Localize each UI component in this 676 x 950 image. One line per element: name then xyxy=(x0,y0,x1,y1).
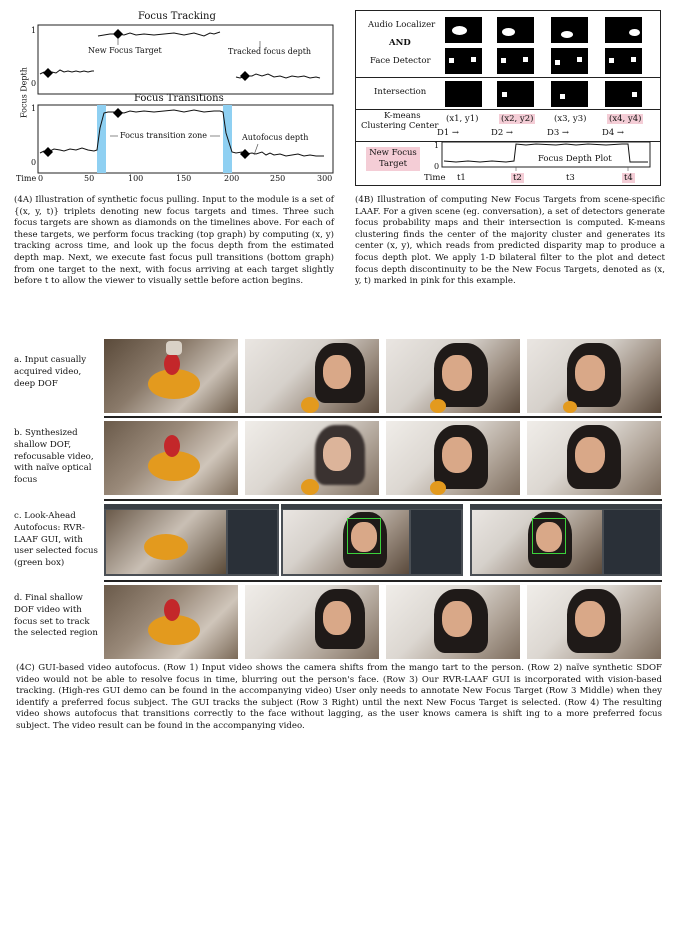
fig4b-label-audio: Audio Localizer xyxy=(368,20,436,30)
fig4b-label-kmeans: K-means xyxy=(384,111,421,121)
fig4a-bot-y-lo: 0 xyxy=(31,158,37,167)
fig4a-xtick-4: 200 xyxy=(224,174,240,183)
fig4c-caption: (4C) GUI-based video autofocus. (Row 1) Input video shows the camera shifts from the mango tart to the person. (Row 2) naïve synthetic SDOF video would not be able to resolve focus in time, blurring out the person's face. (Row 3) Our RVR-LAAF GUI is incorporated with vision-based tracking. (High-res GUI demo can be found in the accompanying video) User only needs to annotate New Focus Target (Row 3 Middle) when they identify a preferred focus subject. The GUI tracks the subject (Row 3 Right) until the next New Focus Target is selected. (Row 4) The resulting video shows autofocus that transitions correctly to the face without lagging, as the user knows camera is shift ing to a more preferred focus subject. The video result can be found in the accompanying video. xyxy=(16,663,662,731)
fig4b-depth-plot xyxy=(356,11,662,187)
fig4c-row-c-gui-1 xyxy=(104,504,279,576)
fig4b-label-intersection: Intersection xyxy=(374,87,427,97)
figure-4a xyxy=(14,8,336,186)
fig4a-xtick-0: 0 xyxy=(38,174,44,183)
fig4b-label-face: Face Detector xyxy=(370,56,431,66)
fig4b-depth-marker-3: D3 → xyxy=(547,128,570,138)
fig4a-diamond-b1 xyxy=(113,108,123,118)
fig4c-row-d-frame-4 xyxy=(527,585,661,659)
fig4a-caption: (4A) Illustration of synthetic focus pulling. Input to the module is a set of {(x, y, t)} triplets denoting new focus targets and times. Three such focus targets are shown as diamonds on the timelines above. For each of these targets, we perform focus tracking (top graph) by computing (x, y) tracking across time, and look up the focus depth from the estimated depth map. Next, we execute fast focus pull transitions (bottom graph) from one target to the next, with focus arriving at each target slightly before t to allow the viewer to visually settle before action begins. xyxy=(14,195,334,287)
fig4b-time-4: t4 xyxy=(624,173,633,183)
fig4c-row-d-frame-1 xyxy=(104,585,238,659)
fig4a-diamond-1 xyxy=(113,29,123,39)
fig4b-center-4: (x4, y4) xyxy=(609,114,642,124)
fig4b-depth-marker-2: D2 → xyxy=(491,128,514,138)
fig4c-row-a-frame-4 xyxy=(527,339,661,413)
fig4a-bottom-title: Focus Transitions xyxy=(134,93,224,104)
fig4a-xtick-5: 250 xyxy=(270,174,286,183)
fig4b-plot-y-lo: 0 xyxy=(434,162,440,171)
fig4a-annotation-transition: Focus transition zone xyxy=(120,131,208,140)
fig4a-annotation-tracked: Tracked focus depth xyxy=(228,47,312,56)
fig4a-diamond-2 xyxy=(240,71,250,81)
fig4a-xtick-6: 300 xyxy=(317,174,333,183)
fig4a-xtick-1: 50 xyxy=(84,174,95,183)
fig4c-row-b-label: b. Synthesized shallow DOF, refocusable video, with naïve optical focus xyxy=(14,428,94,486)
fig4b-plot-label: Focus Depth Plot xyxy=(538,154,612,164)
fig4c-row-d-frame-3 xyxy=(386,585,520,659)
fig4c-row-a-frame-3 xyxy=(386,339,520,413)
fig4b-new-focus-target: New Focus Target xyxy=(366,147,420,171)
fig4c-row-c-label: c. Look-Ahead Autofocus: RVR-LAAF GUI, with user selected focus (green box) xyxy=(14,511,98,569)
fig4c-row-d-label: d. Final shallow DOF video with focus set to track the selected region xyxy=(14,593,98,639)
fig4a-annotation-new-focus: New Focus Target xyxy=(88,46,162,55)
fig4c-row-d-frame-2 xyxy=(245,585,379,659)
fig4a-diamond-b2 xyxy=(240,149,250,159)
fig4c-row-b-frame-2 xyxy=(245,421,379,495)
fig4a-diamond-b0 xyxy=(43,147,53,157)
fig4b-depth-marker-4: D4 → xyxy=(602,128,625,138)
fig4a-top-y-lo: 0 xyxy=(31,79,37,88)
fig4c-row-a-frame-2 xyxy=(245,339,379,413)
fig4c-row-b-frame-4 xyxy=(527,421,661,495)
fig4b-time-1: t1 xyxy=(457,173,466,183)
fig4b-center-2: (x2, y2) xyxy=(501,114,534,124)
fig4c-row-c-gui-2 xyxy=(281,504,463,576)
fig4a-diamond-0 xyxy=(43,68,53,78)
fig4a-top-title: Focus Tracking xyxy=(138,11,216,22)
fig4b-time-2: t2 xyxy=(513,173,522,183)
fig4b-depth-marker-1: D1 → xyxy=(437,128,460,138)
fig4b-time-3: t3 xyxy=(566,173,575,183)
fig4a-top-frame xyxy=(38,25,333,94)
fig4b-plot-y-hi: 1 xyxy=(434,141,440,150)
fig4a-xtick-3: 150 xyxy=(176,174,192,183)
fig4c-row-b-frame-3 xyxy=(386,421,520,495)
fig4c-green-box xyxy=(347,518,381,554)
fig4c-row-c-gui-3 xyxy=(470,504,662,576)
fig4b-label-clustering: Clustering Center xyxy=(361,121,439,131)
fig4a-x-axis-label: Time xyxy=(16,174,37,183)
fig4c-row-a-label: a. Input casually acquired video, deep DOF xyxy=(14,355,87,389)
fig4b-caption: (4B) Illustration of computing New Focus Targets from scene-specific LAAF. For a given scene (eg. conversation), a set of detectors generate focus probability maps and their intersection is computed. K-means clustering finds the center of the majority cluster and generates its center (x, y), which reads from predicted disparity map to produce a focus depth plot. We apply 1-D bilateral filter to the plot and detect focus depth discontinuity to be the New Focus Targets, denoted as (x, y, t) marked in pink for this example. xyxy=(355,195,665,287)
fig4c-row-a-frame-1 xyxy=(104,339,238,413)
fig4a-ylabel: Focus Depth xyxy=(19,67,29,118)
fig4b-label-and: AND xyxy=(389,38,411,48)
fig4a-xtick-2: 100 xyxy=(128,174,144,183)
fig4a-top-y-hi: 1 xyxy=(31,26,37,35)
figure-4b xyxy=(355,10,661,186)
fig4a-bot-y-hi: 1 xyxy=(31,104,37,113)
fig4a-annotation-autofocus: Autofocus depth xyxy=(242,133,309,142)
fig4b-center-1: (x1, y1) xyxy=(446,114,479,124)
fig4b-time-label: Time xyxy=(424,173,446,183)
fig4b-center-3: (x3, y3) xyxy=(554,114,587,124)
fig4c-row-b-frame-1 xyxy=(104,421,238,495)
figure-4c xyxy=(8,335,668,655)
